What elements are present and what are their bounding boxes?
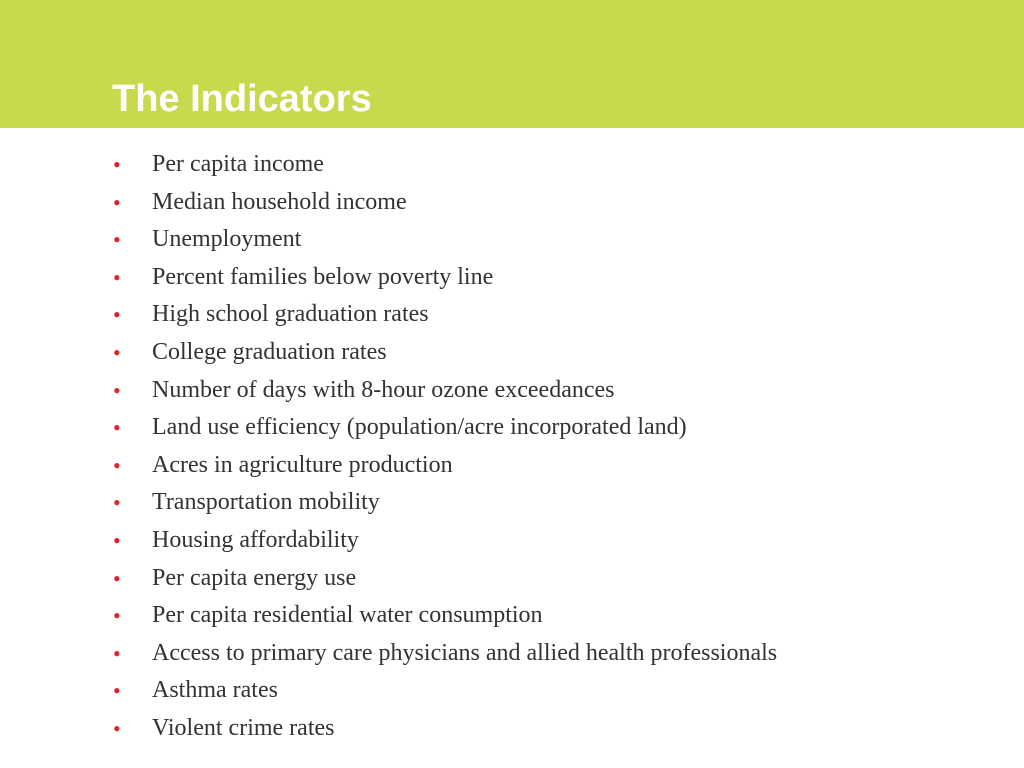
list-item-text: Violent crime rates (152, 714, 335, 741)
bullet-icon: • (113, 152, 121, 177)
list-item (112, 710, 777, 748)
list-item (112, 484, 777, 522)
bullet-icon: • (113, 640, 121, 666)
bullet-icon: • (113, 678, 121, 704)
list-item (112, 221, 777, 259)
list-item-text: Transportation mobility (152, 489, 380, 516)
list-item-text: Unemployment (152, 226, 302, 253)
list-item-text: Per capita income (152, 151, 324, 177)
bullet-icon: • (113, 302, 121, 328)
list-item (112, 560, 777, 598)
slide-title: The Indicators (112, 78, 372, 120)
list-item (112, 184, 777, 222)
list-item (112, 409, 777, 447)
bullet-icon: • (113, 490, 121, 516)
bullet-icon: • (113, 715, 121, 741)
list-item-text: Median household income (152, 188, 407, 215)
list-item-text: Acres in agriculture production (152, 451, 453, 478)
bullet-icon: • (113, 227, 121, 253)
list-item-text: Asthma rates (152, 677, 278, 704)
bullet-icon: • (113, 415, 121, 441)
bullet-icon: • (113, 377, 121, 403)
list-item (112, 296, 777, 334)
list-item (112, 672, 777, 710)
list-item (112, 334, 777, 372)
bullet-icon: • (113, 527, 121, 553)
list-item (112, 522, 777, 560)
bullet-icon: • (113, 264, 121, 290)
list-item-text: Number of days with 8-hour ozone exceedances (152, 376, 615, 403)
list-item-text: Percent families below poverty line (152, 263, 494, 290)
list-item (112, 259, 777, 297)
list-item (112, 447, 777, 485)
list-item-text: Access to primary care physicians and allied health professionals (152, 639, 778, 666)
indicator-list (112, 146, 777, 748)
list-item (112, 635, 777, 673)
list-item-text: College graduation rates (152, 338, 387, 365)
bullet-icon: • (113, 452, 121, 478)
list-item-text: Housing affordability (152, 526, 359, 553)
list-item (112, 597, 777, 635)
list-item (112, 372, 777, 410)
bullet-icon: • (113, 189, 121, 215)
list-item-text: Per capita energy use (152, 564, 357, 591)
list-item-text: High school graduation rates (152, 301, 429, 328)
bullet-icon: • (113, 565, 121, 591)
list-item (112, 146, 777, 184)
bullet-icon: • (113, 339, 121, 365)
list-item-text: Per capita residential water consumption (152, 602, 543, 629)
list-item-text: Land use efficiency (population/acre incorporated land) (152, 414, 687, 441)
bullet-icon: • (113, 603, 121, 629)
